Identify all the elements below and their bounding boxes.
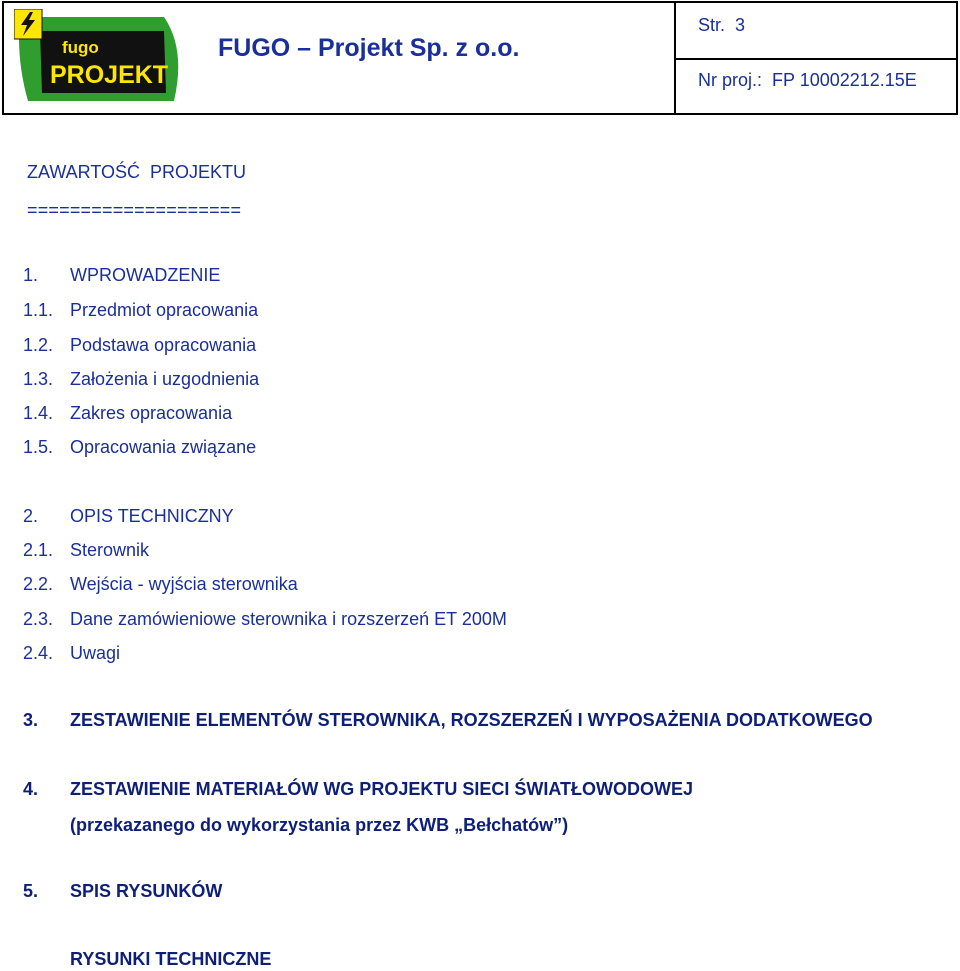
document-header (2, 1, 958, 115)
toc-entry-number: 4. (23, 779, 39, 799)
toc-entry-number: 1. (23, 265, 39, 285)
toc-entry-number: 2. (23, 506, 39, 526)
toc-entry-label: Uwagi (70, 643, 121, 663)
toc-entry-label: Założenia i uzgodnienia (70, 369, 260, 389)
company-cell (202, 3, 674, 113)
toc-entry-label: Przedmiot opracowania (70, 300, 259, 320)
toc-entry-number: 1.5. (23, 437, 54, 457)
toc-entry-label: RYSUNKI TECHNICZNE (70, 949, 272, 969)
project-number-row (676, 60, 956, 113)
toc-entry-number: 2.1. (23, 540, 54, 560)
page-number-row (676, 3, 956, 60)
toc-entry-label: WPROWADZENIE (70, 265, 221, 285)
toc-entry-number: 3. (23, 710, 39, 730)
toc-entry-number: 1.2. (23, 335, 54, 355)
toc-entry-label: OPIS TECHNICZNY (70, 506, 234, 526)
toc-entry-number: 2.2. (23, 574, 54, 594)
toc-entry-label: Sterownik (70, 540, 150, 560)
toc-entry-label: Zakres opracowania (70, 403, 233, 423)
toc-entry-label: Wejścia - wyjścia sterownika (70, 574, 298, 594)
fugo-projekt-logo (14, 9, 186, 109)
toc-entry-label: Podstawa opracowania (70, 335, 257, 355)
logo-cell (4, 3, 202, 113)
toc-entry-label: ZESTAWIENIE ELEMENTÓW STEROWNIKA, ROZSZERZEŃ I WYPOSAŻENIA DODATKOWEGO (70, 710, 873, 730)
toc-entry-label: ZESTAWIENIE MATERIAŁÓW WG PROJEKTU SIECI ŚWIATŁOWODOWEJ (70, 779, 693, 799)
project-number: Nr proj.: FP 10002212.15E (698, 70, 917, 90)
toc-entry-label: (przekazanego do wykorzystania przez KWB „Bełchatów”) (70, 815, 569, 835)
toc-rule: ==================== (27, 200, 242, 220)
toc-entry-number: 2.3. (23, 609, 54, 629)
toc-entry-label: SPIS RYSUNKÓW (70, 881, 223, 901)
toc-entry-number: 1.3. (23, 369, 54, 389)
toc-title: ZAWARTOŚĆ PROJEKTU (27, 162, 247, 182)
page-number: Str. 3 (698, 15, 746, 35)
logo-text-bottom: PROJEKT (50, 61, 169, 89)
toc-entry-label: Dane zamówieniowe sterownika i rozszerzeń ET 200M (70, 609, 507, 629)
company-name: FUGO – Projekt Sp. z o.o. (218, 34, 520, 62)
toc-entry-number: 2.4. (23, 643, 54, 663)
toc-entry-number: 1.1. (23, 300, 54, 320)
logo-text-top: fugo (62, 38, 99, 57)
toc-entry-number: 5. (23, 881, 39, 901)
toc-entry-number: 1.4. (23, 403, 54, 423)
page-info-cell (674, 3, 956, 113)
toc-entry-label: Opracowania związane (70, 437, 257, 457)
